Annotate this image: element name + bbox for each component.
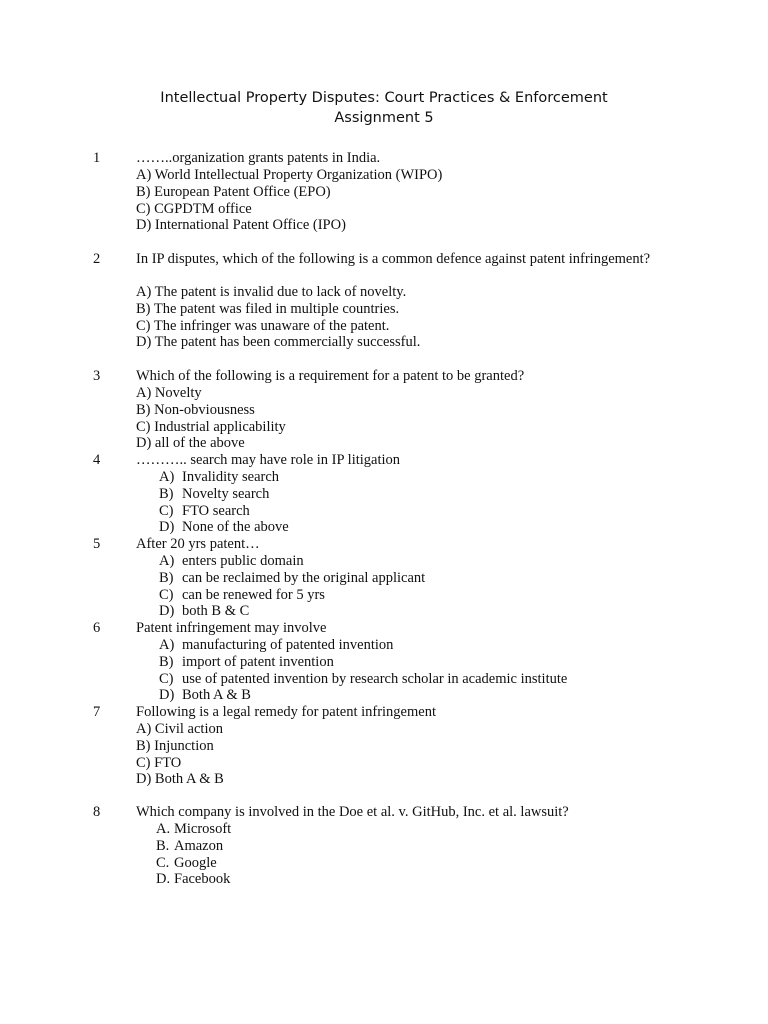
question-text: Which company is involved in the Doe et al. v. GitHub, Inc. et al. lawsuit?: [136, 804, 569, 820]
option-a: A) Invalidity search: [159, 469, 280, 485]
question-text: Following is a legal remedy for patent infringement: [136, 704, 436, 720]
question-number: 1: [93, 150, 101, 166]
question-number: 8: [93, 804, 101, 820]
option-list: [159, 637, 567, 704]
option-a: A) World Intellectual Property Organization (WIPO): [136, 167, 443, 183]
option-d: D) Both A & B: [159, 687, 251, 704]
option-a: A) enters public domain: [159, 553, 304, 569]
option-b: B) can be reclaimed by the original applicant: [159, 569, 426, 586]
question-number: 2: [93, 251, 101, 267]
question-text: In IP disputes, which of the following is a common defence against patent infringement?: [136, 251, 651, 267]
question-text: Which of the following is a requirement for a patent to be granted?: [136, 368, 525, 384]
option-c: C) can be renewed for 5 yrs: [159, 586, 325, 603]
question-number: 3: [93, 368, 101, 384]
option-d: D) all of the above: [136, 435, 245, 452]
option-c: C) Industrial applicability: [136, 418, 286, 435]
option-list: [136, 167, 442, 234]
option-list: [136, 385, 286, 452]
option-c: C. Google: [156, 854, 217, 871]
question-text: ……..organization grants patents in India.: [136, 150, 381, 166]
option-list: [159, 469, 289, 536]
option-b: B) Injunction: [136, 737, 214, 754]
document-title: Intellectual Property Disputes: Court Practices & Enforcement: [160, 90, 608, 106]
option-d: D) None of the above: [159, 519, 289, 536]
option-b: B) Non-obviousness: [136, 401, 255, 418]
document-subtitle: Assignment 5: [334, 110, 434, 126]
option-a: A) Civil action: [136, 721, 223, 737]
question-text: After 20 yrs patent…: [136, 536, 260, 552]
option-list: [159, 553, 425, 620]
option-list: [136, 284, 420, 351]
option-b: B) The patent was filed in multiple countries.: [136, 300, 400, 317]
question-number: 5: [93, 536, 101, 552]
option-b: B) import of patent invention: [159, 653, 334, 670]
option-a: A. Microsoft: [156, 821, 232, 837]
option-d: D) International Patent Office (IPO): [136, 217, 346, 234]
option-c: C) CGPDTM office: [136, 200, 252, 217]
option-list: [136, 721, 224, 788]
option-c: C) FTO search: [159, 502, 250, 519]
option-c: C) use of patented invention by research scholar in academic institute: [159, 670, 568, 687]
option-d: D. Facebook: [156, 871, 231, 888]
question-text: Patent infringement may involve: [136, 620, 327, 636]
option-c: C) FTO: [136, 754, 182, 771]
option-a: A) manufacturing of patented invention: [159, 637, 394, 653]
option-b: B. Amazon: [156, 837, 224, 854]
option-b: B) Novelty search: [159, 485, 270, 502]
option-b: B) European Patent Office (EPO): [136, 183, 331, 200]
question-number: 6: [93, 620, 101, 636]
question-text: ……….. search may have role in IP litigation: [136, 452, 401, 468]
option-d: D) The patent has been commercially successful.: [136, 334, 421, 351]
option-d: D) Both A & B: [136, 771, 224, 788]
option-c: C) The infringer was unaware of the patent.: [136, 317, 390, 334]
option-d: D) both B & C: [159, 603, 250, 620]
question-number: 7: [93, 704, 101, 720]
option-list: [156, 821, 231, 888]
question-number: 4: [93, 452, 101, 468]
option-a: A) The patent is invalid due to lack of novelty.: [136, 284, 407, 300]
option-a: A) Novelty: [136, 385, 202, 401]
